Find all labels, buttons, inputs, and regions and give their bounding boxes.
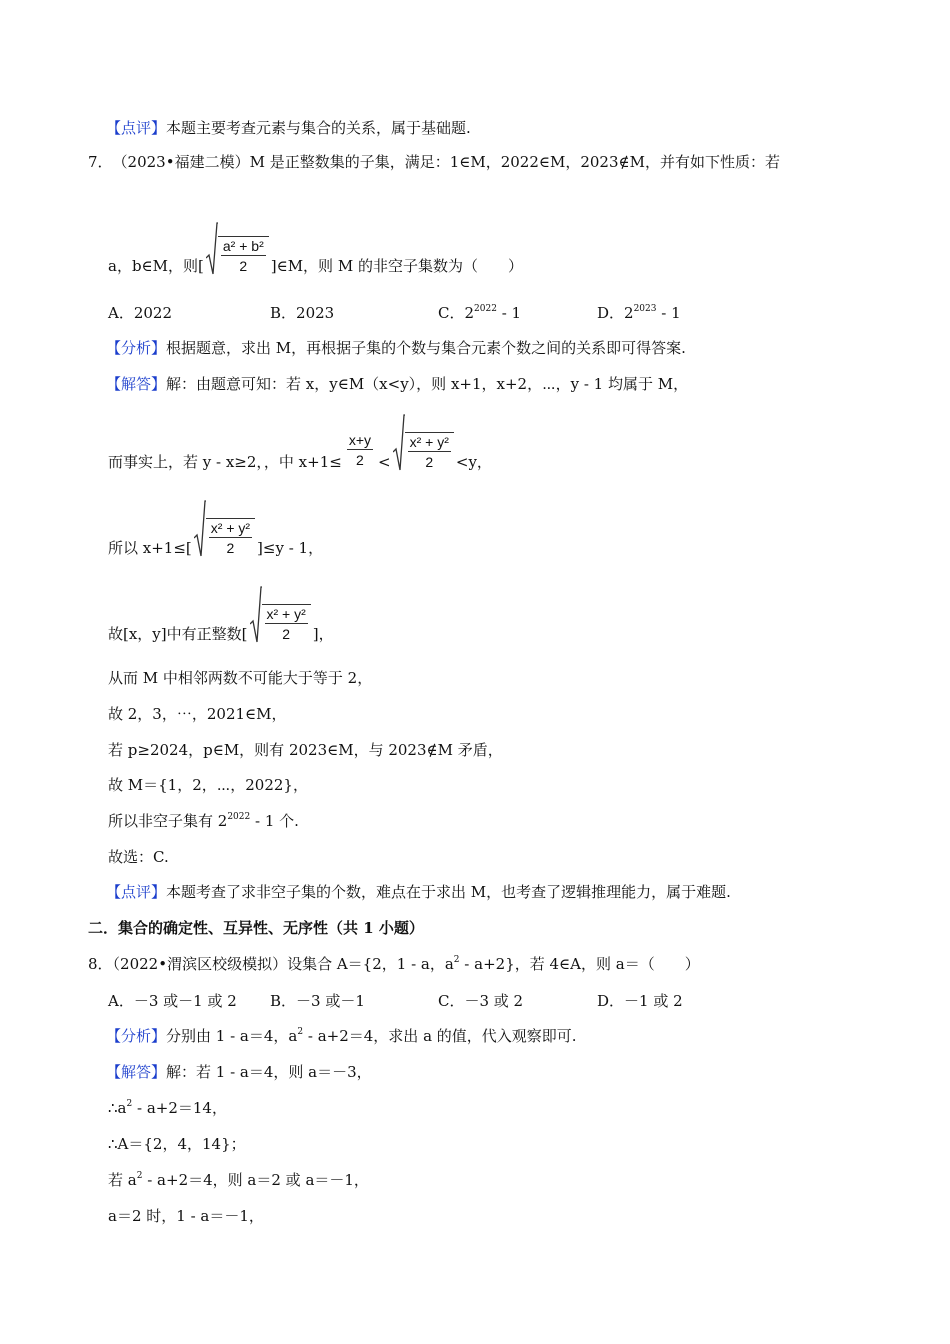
sqrt-icon — [393, 414, 405, 472]
q7-condition-post: ]∈M，则 M 的非空子集数为（ ） — [270, 257, 523, 275]
section-title: 二．集合的确定性、互异性、无序性（共 1 小题） — [88, 919, 424, 937]
q7-count: 所以非空子集有 $2^{2022} - 1$ 个. — [108, 812, 299, 830]
q8-option-b: B．－3 或－1 — [270, 992, 365, 1010]
comment-tag: 【点评】 — [106, 883, 167, 901]
fraction-numerator: a² + b² — [222, 238, 264, 254]
less-than: < — [378, 453, 391, 471]
q7-choose: 故选：C. — [108, 848, 169, 866]
fraction-denominator: 2 — [356, 452, 364, 468]
q7-condition-pre: a，b∈M，则[ — [108, 257, 204, 275]
q8-option-c: C．－3 或 2 — [438, 992, 524, 1010]
fraction-x-plus-y — [344, 431, 376, 470]
gu-pre: 故[x，y]中有正整数[ — [108, 625, 248, 643]
q7-gu-line — [108, 584, 334, 644]
q6-comment — [106, 118, 471, 138]
q7-comment — [106, 882, 731, 902]
q7-stem — [88, 152, 780, 172]
gu-post: ]， — [312, 625, 334, 643]
q7-stem-text: （2023•福建二模）M 是正整数集的子集，满足：1∈M，2022∈M，2023∉M，并有如下性质：若 — [112, 153, 780, 171]
q7-answer-text: 解：由题意可知：若 x，y∈M（x<y），则 x+1，x+2，⋯，y - 1 均属于 M， — [166, 375, 689, 393]
q7-step: 故 M＝{1，2，⋯，2022}， — [108, 776, 308, 794]
fact-post: <y， — [455, 453, 492, 471]
q8-stem: 8．（2022•渭滨区校级模拟）设集合 A＝{2，1 - a，$a^2 - a+2$}，若 4∈A，则 a＝（ ） — [88, 955, 700, 973]
so-pre: 所以 x+1≤[ — [108, 539, 192, 557]
q7-option-d: D．$2^{2023} - 1$ — [597, 304, 681, 322]
fraction-numerator: x² + y² — [409, 434, 449, 450]
sqrt-expression — [250, 586, 311, 644]
q6-comment-text: 本题主要考查元素与集合的关系，属于基础题. — [166, 119, 471, 137]
q8-step: 若 $a^2 - a+2=4$，则 a＝2 或 a＝－1， — [108, 1171, 369, 1189]
analysis-tag: 【分析】 — [106, 339, 167, 357]
sqrt-expression — [393, 414, 454, 472]
answer-tag: 【解答】 — [106, 375, 167, 393]
q7-step: 从而 M 中相邻两数不可能大于等于 2， — [108, 669, 373, 687]
answer-tag: 【解答】 — [106, 1063, 167, 1081]
so-post: ]≤y - 1， — [257, 539, 324, 557]
q7-comment-text: 本题考查了求非空子集的个数，难点在于求出 M，也考查了逻辑推理能力，属于难题. — [166, 883, 731, 901]
sqrt-icon — [250, 586, 262, 644]
analysis-tag: 【分析】 — [106, 1027, 167, 1045]
q7-condition — [108, 218, 523, 276]
fact-pre: 而事实上，若 y - x≥2，，中 x+1≤ — [108, 453, 342, 471]
fraction-numerator: x² + y² — [266, 606, 306, 622]
sqrt-icon — [206, 222, 218, 276]
q7-option-a: A．2022 — [108, 304, 173, 322]
comment-tag: 【点评】 — [106, 119, 167, 137]
q8-number: 8． — [88, 955, 113, 973]
q7-so-line — [108, 498, 323, 558]
fraction-numerator: x+y — [348, 432, 372, 448]
q8-step: $\therefore a^2 - a+2=14$， — [108, 1099, 227, 1117]
q8-analysis: 【分析】分别由 1 - a＝4，$a^2 - a+2=4$，求出 a 的值，代入观察即可. — [106, 1027, 577, 1045]
sqrt-icon — [194, 500, 206, 558]
q8-option-d: D．－1 或 2 — [597, 992, 683, 1010]
q8-option-a: A．－3 或－1 或 2 — [108, 992, 237, 1010]
q7-option-c: C．$2^{2022} - 1$ — [438, 304, 522, 322]
fraction-denominator: 2 — [425, 454, 434, 470]
q8-step: ∴A＝{2，4，14}； — [108, 1135, 246, 1153]
q7-step: 若 p≥2024，p∈M，则有 2023∈M，与 2023∉M 矛盾， — [108, 741, 503, 759]
q7-fact-line — [108, 412, 492, 472]
q7-analysis-text: 根据题意，求出 M，再根据子集的个数与集合元素个数之间的关系即可得答案. — [166, 339, 686, 357]
sqrt-expression — [194, 500, 255, 558]
q7-step: 故 2，3，⋯，2021∈M， — [108, 705, 287, 723]
q7-analysis — [106, 338, 686, 358]
q8-answer-text: 解：若 1 - a＝4，则 a＝－3， — [166, 1063, 372, 1081]
q7-number: 7． — [88, 153, 113, 171]
fraction-numerator: x² + y² — [210, 520, 251, 536]
q7-answer — [106, 374, 688, 394]
fraction-denominator: 2 — [226, 540, 235, 556]
sqrt-expression — [206, 222, 269, 276]
q7-option-b: B．2023 — [270, 304, 335, 322]
q8-answer — [106, 1062, 372, 1082]
q8-step: a＝2 时，1 - a＝－1， — [108, 1207, 264, 1225]
fraction-denominator: 2 — [239, 258, 248, 274]
fraction-denominator: 2 — [282, 626, 291, 642]
